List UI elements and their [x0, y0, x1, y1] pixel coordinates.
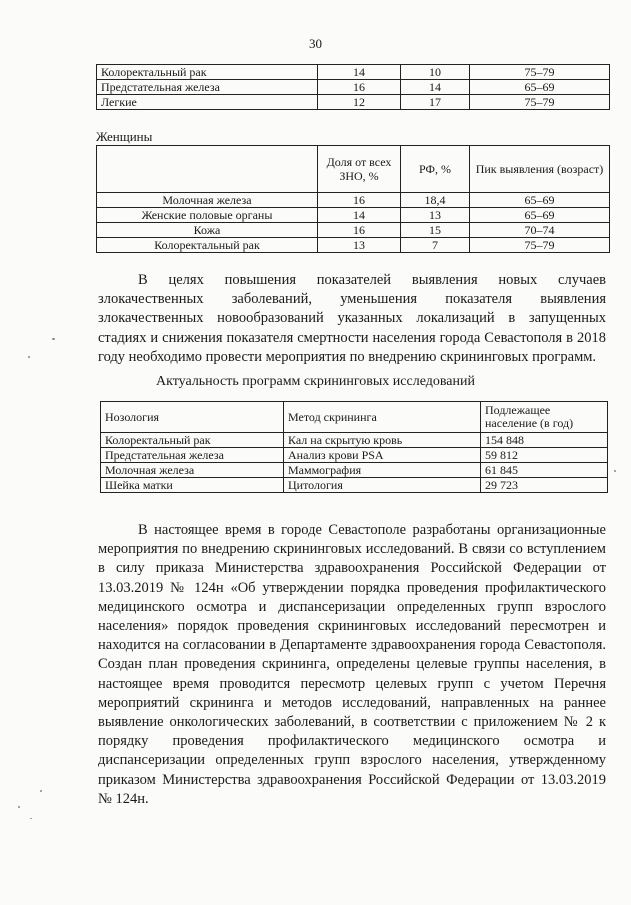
column-header: Пик выявления (возраст)	[470, 146, 610, 193]
scan-speck	[52, 338, 55, 340]
table-cell: Кожа	[97, 223, 318, 238]
table-row	[97, 238, 610, 253]
table-cell: 10	[401, 65, 470, 80]
table-cell: Анализ крови PSA	[284, 448, 481, 463]
table-row	[97, 80, 610, 95]
column-header: Нозология	[101, 402, 284, 433]
table-cell: 70–74	[470, 223, 610, 238]
table-row	[97, 223, 610, 238]
table-cell: Молочная железа	[101, 463, 284, 478]
table-cell: 154 848	[481, 433, 608, 448]
table-cell: 65–69	[470, 208, 610, 223]
table-row	[101, 448, 608, 463]
table-cell: 15	[401, 223, 470, 238]
table-cell: 14	[318, 65, 401, 80]
table-cell: 59 812	[481, 448, 608, 463]
column-header	[97, 146, 318, 193]
scan-speck	[30, 818, 32, 819]
column-header: Метод скрининга	[284, 402, 481, 433]
table-header-row	[97, 146, 610, 193]
table-cell: Предстательная железа	[97, 80, 318, 95]
table-cell: 16	[318, 223, 401, 238]
table-cell: Шейка матки	[101, 478, 284, 493]
table-row	[101, 478, 608, 493]
scan-speck	[28, 356, 30, 358]
table-row	[97, 193, 610, 208]
paragraph-text: В целях повышения показателей выявления новых случаев злокачественных заболеваний, уменьшения показателя выявления злокачественных новообразований указанных локализаций в запущенных стадиях и снижения показателя смертности населения города Севастополя в 2018 году необходимо провести мероприятия по внедрению скрининговых программ.	[98, 272, 606, 365]
page-number: 30	[309, 36, 322, 51]
table-cell: 61 845	[481, 463, 608, 478]
table-cell: 29 723	[481, 478, 608, 493]
table-row	[101, 463, 608, 478]
table-cell: Колоректальный рак	[97, 65, 318, 80]
women-cancer-table	[96, 145, 610, 253]
column-header: РФ, %	[401, 146, 470, 193]
paragraph-text: В настоящее время в городе Севастополе разработаны организационные мероприятия по внедрению скрининговых исследований. В связи со вступлением в силу приказа Министерства здравоохранения Российской Федерации от 13.03.2019 № 124н «Об утверждении порядка проведения профилактического медицинского осмотра и диспансеризации определенных групп взрослого населения» порядок проведения скрининговых исследований пересмотрен и находится на согласовании в Департаменте здравоохранения города Севастополя. Создан план проведения скрининга, определены целевые группы населения, в настоящее время проводится пересмотр целевых групп с учетом Перечня мероприятий скрининга и методов исследований, направленных на раннее выявление онкологических заболеваний, в соответствии с приложением № 2 к порядку проведения профилактического медицинского осмотра и диспансеризации определенных групп взрослого населения, утвержденному приказом Министерства здравоохранения Российской Федерации от 13.03.2019 № 124н.	[98, 522, 606, 807]
table-cell: Колоректальный рак	[101, 433, 284, 448]
table-cell: Молочная железа	[97, 193, 318, 208]
table-cell: Женские половые органы	[97, 208, 318, 223]
table-cell: 12	[318, 95, 401, 110]
screening-caption: Актуальность программ скрининговых исследований	[156, 374, 475, 389]
table-cell: 14	[318, 208, 401, 223]
table-cell: 13	[318, 238, 401, 253]
women-caption: Женщины	[96, 129, 153, 144]
scan-speck	[18, 806, 20, 808]
paragraph-screening-status	[98, 521, 606, 809]
table-cell: 13	[401, 208, 470, 223]
table-row	[97, 208, 610, 223]
column-header: Подлежащее население (в год)	[481, 402, 608, 433]
table-row	[97, 65, 610, 80]
table-cell: 65–69	[470, 80, 610, 95]
table-cell: Предстательная железа	[101, 448, 284, 463]
table-cell: 75–79	[470, 238, 610, 253]
scan-speck	[40, 790, 42, 792]
table-cell: Цитология	[284, 478, 481, 493]
table-row	[101, 433, 608, 448]
table-cell: 75–79	[470, 65, 610, 80]
table-header-row	[101, 402, 608, 433]
table-cell: Маммография	[284, 463, 481, 478]
table-cell: 16	[318, 80, 401, 95]
paragraph-screening-goal	[98, 271, 606, 367]
table-cell: 14	[401, 80, 470, 95]
table-cell: 16	[318, 193, 401, 208]
table-cell: Колоректальный рак	[97, 238, 318, 253]
men-cancer-table	[96, 64, 610, 110]
scan-speck	[614, 470, 616, 472]
table-cell: Кал на скрытую кровь	[284, 433, 481, 448]
screening-table	[100, 401, 608, 493]
column-header: Доля от всех ЗНО, %	[318, 146, 401, 193]
table-row	[97, 95, 610, 110]
table-cell: 7	[401, 238, 470, 253]
table-cell: 18,4	[401, 193, 470, 208]
table-cell: 17	[401, 95, 470, 110]
table-cell: 65–69	[470, 193, 610, 208]
table-cell: 75–79	[470, 95, 610, 110]
table-cell: Легкие	[97, 95, 318, 110]
